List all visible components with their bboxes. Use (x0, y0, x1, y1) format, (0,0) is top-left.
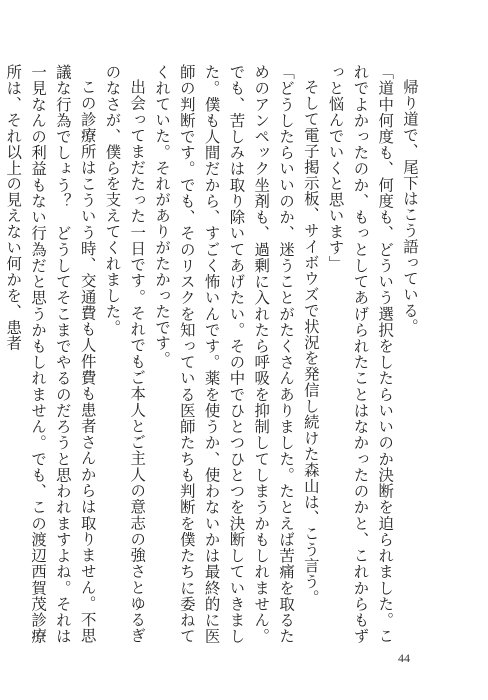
vertical-text-body (0, 64, 422, 644)
paragraph-narration-2: そして電子掲示板、サイボウズで状況を発信し続けた森山は、こう言う。 (301, 79, 320, 606)
paragraph-quote-continued-1: 出会ってまだたった一日です。それでもご本人とご主人の意志の強さとゆるぎのなさが、僕らを支えてくれました。 (103, 64, 147, 644)
page-number: 44 (398, 651, 410, 665)
paragraph-quote-continued-2: この診療所はこういう時、交通費も人件費も患者さんからは取りません。不思議な行為でしょう？ どうしてそこまでやるのだろうと思われますよね。それは一見なんの利益もない行為だと思うかもしれません。でも、この渡辺西賀茂診療所は、それ以上の見えない何かを、患者 (4, 64, 97, 644)
paragraph-quote-moriyama: 「どうしたらいいのか、迷うことがたくさんありました。たとえば苦痛を取るためのアンペック坐剤も、過剰に入れたら呼吸を抑制してしまうかもしれません。でも、苦しみは取り除いてあげたい。その中でひとつひとつを決断していきました。僕も人間だから、すごく怖いんです。薬を使うか、使わないかは最終的に医師の判断です。でも、そのリスクを知っている医師たちも判断を僕たちに委ねてくれていた。それがありがたかったです。 (153, 64, 296, 644)
paragraph-quote-oshita: 「道中何度も、何度も、どういう選択をしたらいいのか決断を迫られました。これでよかったのか、もっとしてあげられたことはなかったのかと、これからもずっと悩んでいくと思います」 (326, 64, 395, 644)
paragraph-narration-1: 帰り道で、尾下はこう語っている。 (401, 79, 419, 335)
